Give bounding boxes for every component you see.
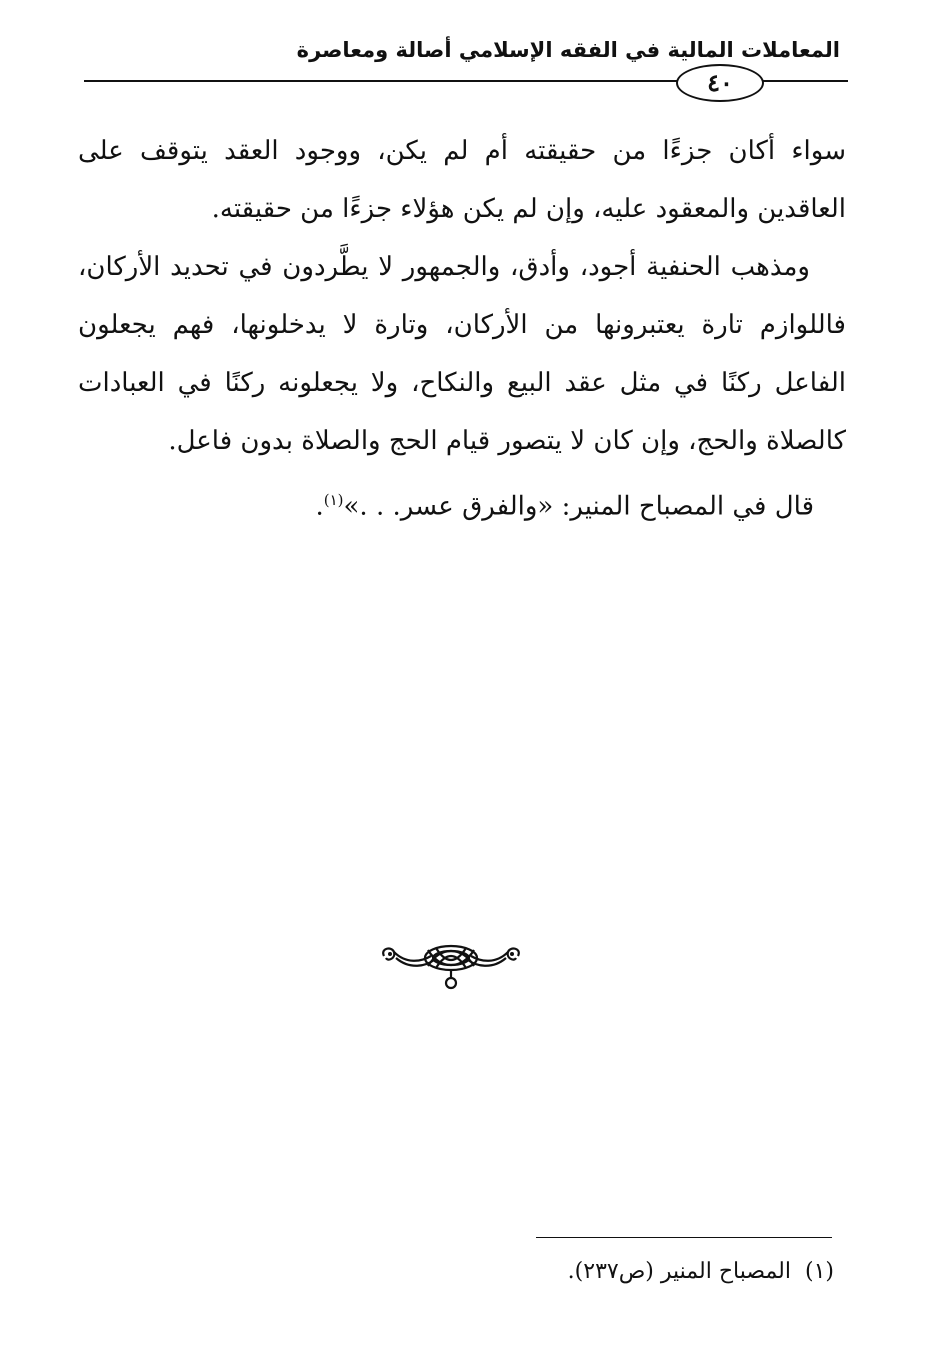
footnote-separator [536, 1237, 832, 1238]
quote-text: قال في المصباح المنير: «والفرق عسر. . .» [343, 491, 814, 522]
ornament-divider-icon [376, 936, 526, 996]
paragraph-1: سواء أكان جزءًا من حقيقته أم لم يكن، ووجود العقد يتوقف على العاقدين والمعقود عليه، وإن لم يكن هؤلاء جزءًا من حقيقته. [78, 136, 846, 224]
running-title: المعاملات المالية في الفقه الإسلامي أصالة ومعاصرة [296, 38, 840, 62]
quote-paragraph [315, 475, 814, 532]
footnote-1 [568, 1254, 834, 1290]
quote-period: . [315, 491, 324, 522]
page-number: ٤٠ [676, 64, 764, 102]
main-text [78, 122, 846, 470]
footnote-number: (١) [804, 1259, 834, 1284]
footnote-text: المصباح المنير (ص٢٣٧). [567, 1259, 791, 1284]
paragraph-2: ومذهب الحنفية أجود، وأدق، والجمهور لا يطَّردون في تحديد الأركان، فاللوازم تارة يعتبرونها من الأركان، وتارة لا يدخلونها، فهم يجعلون الفاعل ركنًا في مثل عقد البيع والنكاح، ولا يجعلونه ركنًا في العبادات كالصلاة والحج، وإن كان لا يتصور قيام الحج والصلاة بدون فاعل. [78, 252, 846, 456]
footnote-reference[interactable]: (١) [323, 491, 344, 509]
